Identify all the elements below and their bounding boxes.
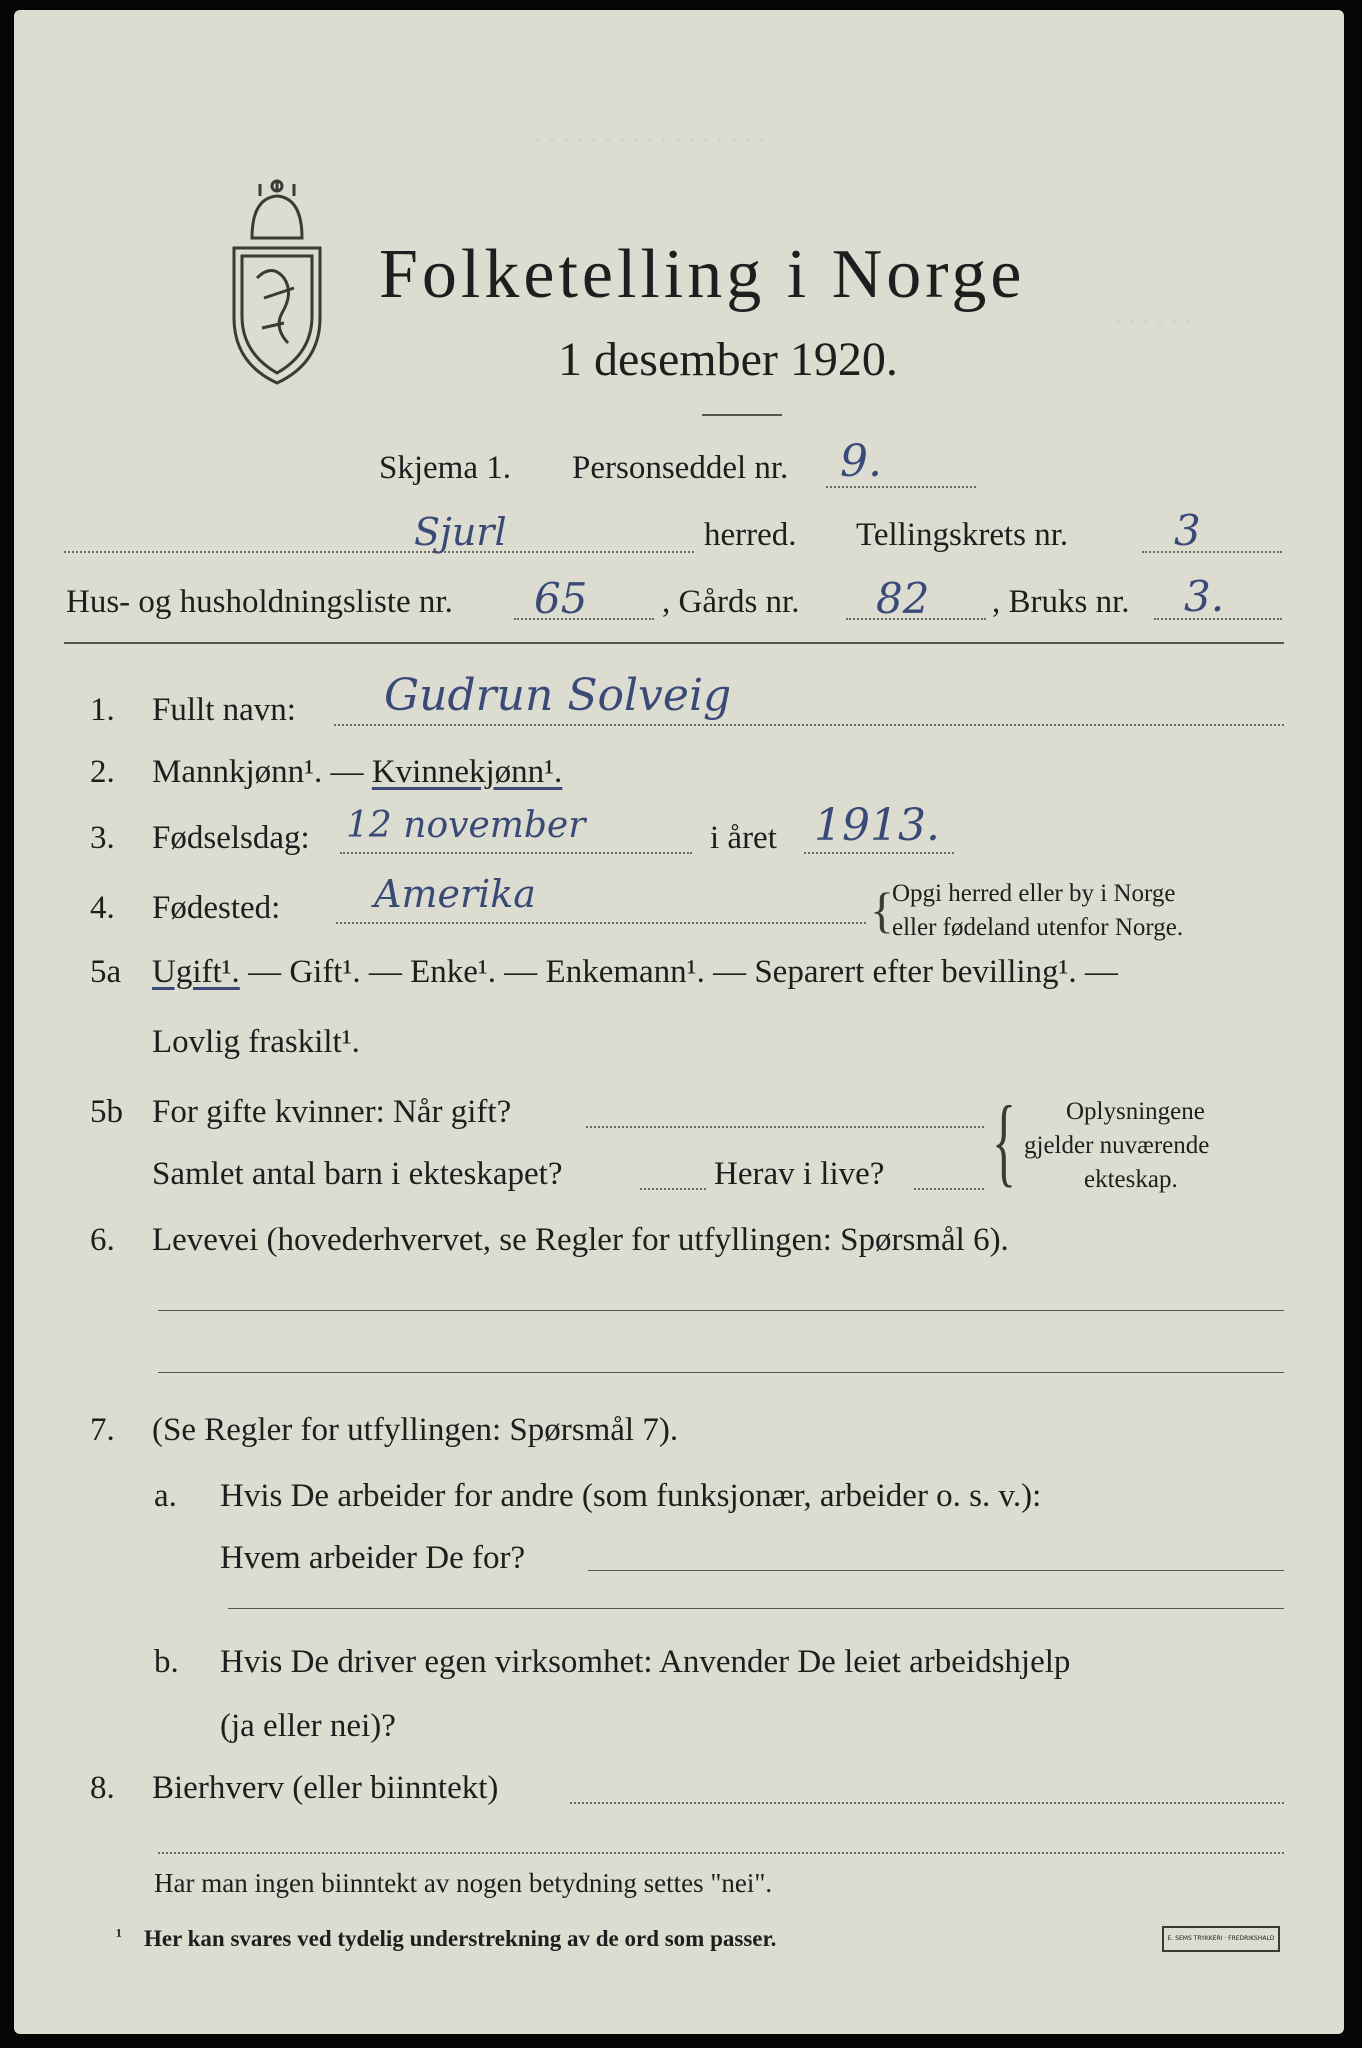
brace-icon: { bbox=[870, 882, 894, 938]
side-income-field-line-2[interactable] bbox=[158, 1852, 1284, 1854]
married-when-field-line bbox=[586, 1126, 984, 1128]
question-3-label: Fødselsdag: bbox=[152, 820, 310, 856]
question-4-label: Fødested: bbox=[152, 890, 281, 926]
birth-year-value[interactable]: 1913. bbox=[814, 800, 940, 851]
marriage-note-3: ekteskap. bbox=[1084, 1166, 1178, 1193]
form-title: Folketelling i Norge bbox=[379, 236, 1026, 313]
employer-field-line-2[interactable] bbox=[228, 1608, 1284, 1609]
marriage-note-2: gjelder nuværende bbox=[1024, 1132, 1210, 1159]
question-4-number: 4. bbox=[90, 890, 115, 926]
footnote-mark: ¹ bbox=[116, 1925, 122, 1947]
question-7b-line-2: (ja eller nei)? bbox=[220, 1708, 396, 1744]
birthplace-field-line bbox=[336, 922, 866, 924]
occupation-field-line-2[interactable] bbox=[158, 1372, 1284, 1373]
question-6-label: Levevei (hovederhvervet, se Regler for utfyllingen: Spørsmål 6). bbox=[152, 1222, 1009, 1258]
printer-stamp: E. SEMS TRYKKERI · FREDRIKSHALD bbox=[1162, 1926, 1280, 1952]
husholdningsliste-label: Hus- og husholdningsliste nr. bbox=[66, 584, 453, 620]
birth-year-label: i året bbox=[710, 820, 777, 856]
question-8-number: 8. bbox=[90, 1770, 115, 1806]
birthdate-value[interactable]: 12 november bbox=[346, 805, 586, 846]
birthplace-note-2: eller fødeland utenfor Norge. bbox=[892, 914, 1184, 941]
title-divider bbox=[702, 414, 782, 416]
full-name-value[interactable]: Gudrun Solveig bbox=[384, 670, 732, 721]
herred-label: herred. bbox=[704, 517, 797, 553]
birthdate-field-line bbox=[340, 852, 692, 854]
employer-field-line-1[interactable] bbox=[588, 1570, 1284, 1571]
children-alive-field-line bbox=[914, 1188, 984, 1190]
question-7a-letter: a. bbox=[154, 1478, 177, 1514]
question-1-number: 1. bbox=[90, 692, 115, 728]
herred-field-line bbox=[64, 551, 694, 553]
birthplace-value[interactable]: Amerika bbox=[374, 872, 536, 916]
question-8-label: Bierhverv (eller biinntekt) bbox=[152, 1770, 499, 1806]
ugift-option[interactable]: Ugift¹. bbox=[152, 954, 240, 990]
census-form-page bbox=[14, 10, 1344, 2034]
question-1-label: Fullt navn: bbox=[152, 692, 296, 728]
herred-value[interactable]: Sjurl bbox=[414, 510, 507, 554]
tellingskrets-label: Tellingskrets nr. bbox=[856, 517, 1069, 553]
bruks-label: , Bruks nr. bbox=[992, 584, 1130, 620]
mannkjonn-option[interactable]: Mannkjønn¹. — bbox=[152, 754, 372, 790]
skjema-label: Skjema 1. bbox=[379, 450, 511, 486]
footnote-text: Her kan svares ved tydelig understrekning av de ord som passer. bbox=[144, 1926, 777, 1951]
kvinnekjonn-option[interactable]: Kvinnekjønn¹. bbox=[371, 754, 563, 790]
personseddel-label: Personseddel nr. bbox=[572, 450, 789, 486]
birthplace-note-1: Opgi herred eller by i Norge bbox=[892, 880, 1176, 907]
gaards-label: , Gårds nr. bbox=[662, 584, 800, 620]
children-count-label: Samlet antal barn i ekteskapet? bbox=[152, 1156, 563, 1192]
occupation-field-line-1[interactable] bbox=[158, 1310, 1284, 1311]
children-count-field-line bbox=[640, 1188, 706, 1190]
question-1-field-line bbox=[334, 724, 1284, 726]
children-alive-label: Herav i live? bbox=[714, 1156, 885, 1192]
married-when-label: For gifte kvinner: Når gift? bbox=[152, 1094, 512, 1130]
other-civil-status-options[interactable]: — Gift¹. — Enke¹. — Enkemann¹. — Separert efter bevilling¹. — bbox=[239, 954, 1118, 990]
bleed-through-text: · · · · · · · · · · · · · · · · · bbox=[534, 128, 766, 154]
question-5a-options bbox=[152, 952, 1118, 992]
personseddel-number[interactable]: 9. bbox=[840, 436, 882, 487]
question-7-number: 7. bbox=[90, 1412, 115, 1448]
side-income-note: Har man ingen biinntekt av nogen betydning settes "nei". bbox=[154, 1868, 773, 1898]
question-7b-line-1: Hvis De driver egen virksomhet: Anvender De leiet arbeidshjelp bbox=[220, 1644, 1071, 1680]
question-7a-line-2: Hvem arbeider De for? bbox=[220, 1540, 526, 1576]
birth-year-field-line bbox=[804, 852, 954, 854]
question-7b-letter: b. bbox=[154, 1644, 179, 1680]
tellingskrets-field-line bbox=[1142, 551, 1282, 553]
question-5b-number: 5b bbox=[90, 1094, 123, 1130]
bleed-through-text: · · · · · · bbox=[1114, 310, 1192, 336]
norway-coat-of-arms-icon bbox=[222, 178, 332, 388]
question-3-number: 3. bbox=[90, 820, 115, 856]
question-6-number: 6. bbox=[90, 1222, 115, 1258]
bruks-value[interactable]: 3. bbox=[1184, 572, 1225, 621]
question-2-number: 2. bbox=[90, 754, 115, 790]
question-7a-line-1: Hvis De arbeider for andre (som funksjonær, arbeider o. s. v.): bbox=[220, 1478, 1042, 1514]
marriage-note-1: Oplysningene bbox=[1066, 1098, 1205, 1125]
question-2-text bbox=[152, 752, 562, 792]
tellingskrets-value[interactable]: 3 bbox=[1174, 506, 1201, 555]
header-separator bbox=[64, 642, 1284, 644]
lovlig-fraskilt-option[interactable]: Lovlig fraskilt¹. bbox=[152, 1024, 360, 1060]
form-date: 1 desember 1920. bbox=[558, 333, 898, 386]
question-5a-number: 5a bbox=[90, 954, 122, 990]
question-7-label: (Se Regler for utfyllingen: Spørsmål 7). bbox=[152, 1412, 679, 1448]
husholdningsliste-value[interactable]: 65 bbox=[534, 574, 588, 623]
brace-icon: { bbox=[992, 1085, 1016, 1196]
side-income-field-line-1[interactable] bbox=[570, 1802, 1284, 1804]
gaards-value[interactable]: 82 bbox=[876, 574, 930, 623]
